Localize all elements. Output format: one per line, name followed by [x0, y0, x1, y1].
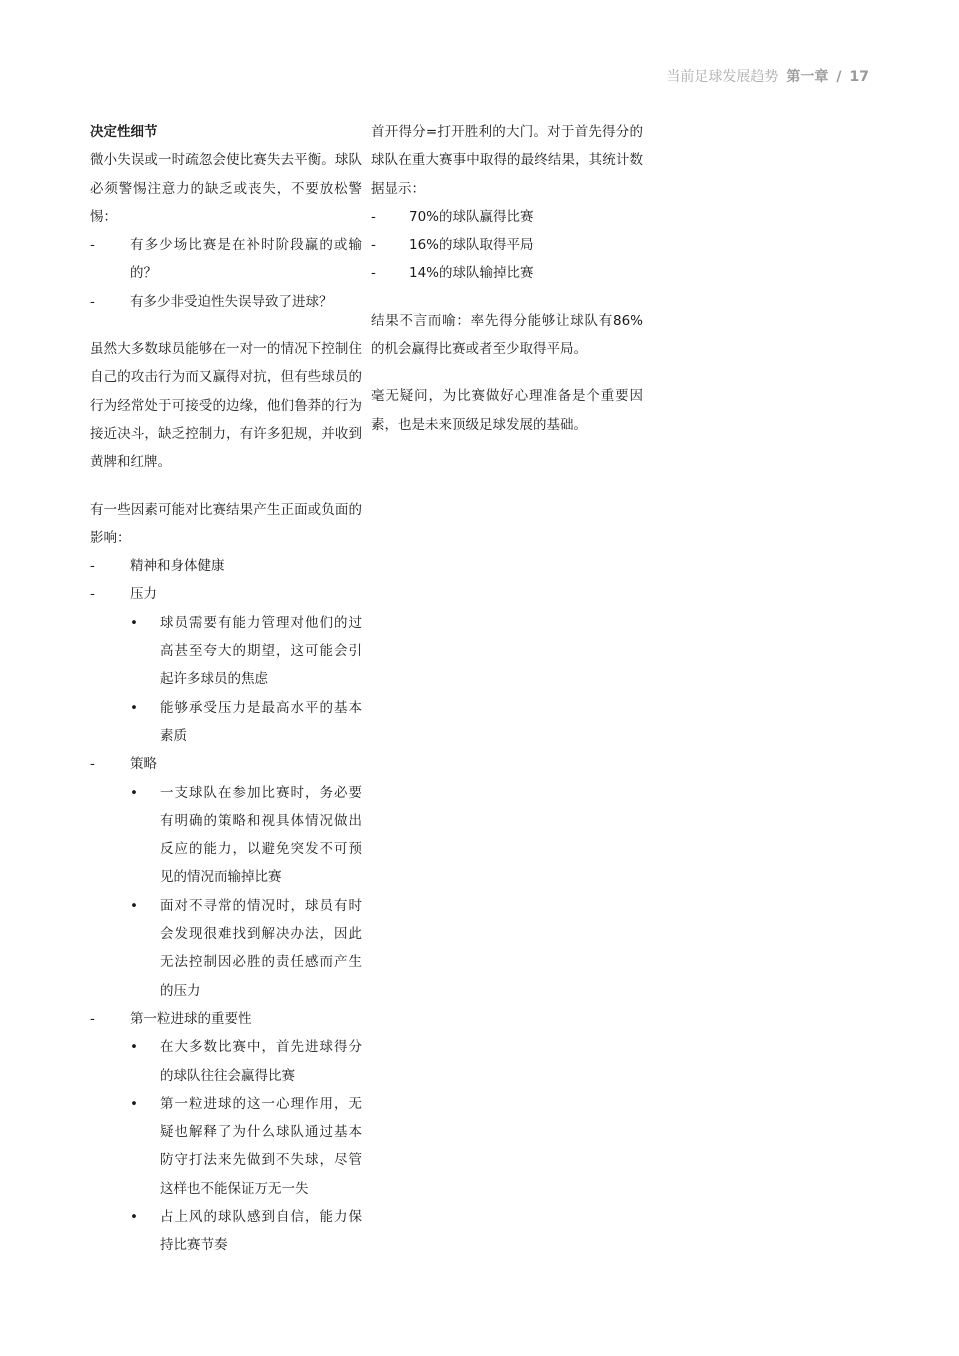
- section-heading: 决定性细节: [90, 124, 158, 140]
- sub-list-item: [90, 1090, 362, 1203]
- running-header: [666, 66, 869, 86]
- result-paragraph: 结果不言而喻：率先得分能够让球队有86%的机会赢得比赛或者至少取得平局。: [371, 312, 643, 358]
- bullet-marker: •: [130, 784, 138, 801]
- list-item: [90, 288, 362, 316]
- list-item: [90, 1005, 362, 1033]
- stat-text: 14%的球队输掉比赛: [409, 265, 534, 282]
- bullet-text: 一支球队在参加比赛时，务必要有明确的策略和视具体情况做出反应的能力，以避免突发不可预见的情况而输掉比赛: [160, 784, 362, 886]
- first-goal-paragraph: 首开得分=打开胜利的大门。对于首先得分的球队在重大赛事中取得的最终结果，其统计数据显示：: [371, 124, 643, 197]
- bullet-marker: •: [130, 614, 138, 631]
- list-item: [90, 552, 362, 580]
- sub-list-item: [90, 609, 362, 694]
- dash-marker: -: [371, 237, 376, 254]
- stat-text: 70%的球队赢得比赛: [409, 208, 534, 225]
- bullet-marker: •: [130, 1208, 138, 1225]
- sub-list-item: [90, 779, 362, 892]
- sub-list-item: [90, 892, 362, 1005]
- stat-item: [371, 259, 643, 287]
- bullet-text: 第一粒进球的这一心理作用，无疑也解释了为什么球队通过基本防守打法来先做到不失球，尽管这样也不能保证万无一失: [160, 1095, 362, 1197]
- factors-intro: 有一些因素可能对比赛结果产生正面或负面的影响：: [90, 501, 362, 546]
- header-separator: /: [836, 69, 842, 85]
- bullet-text: 占上风的球队感到自信，能力保持比赛节奏: [160, 1208, 362, 1254]
- bullet-marker: •: [130, 1095, 138, 1112]
- factor-label: 策略: [130, 756, 157, 773]
- sub-list-item: [90, 1203, 362, 1260]
- right-column: [371, 118, 643, 439]
- header-chapter: 第一章: [786, 69, 829, 85]
- stat-item: [371, 231, 643, 259]
- factor-label: 第一粒进球的重要性: [130, 1010, 252, 1027]
- dash-marker: -: [90, 1010, 95, 1027]
- bullet-text: 能够承受压力是最高水平的基本素质: [160, 699, 362, 744]
- list-item: [90, 231, 362, 288]
- list-item: [90, 580, 362, 608]
- intro-paragraph: 微小失误或一时疏忽会使比赛失去平衡。球队必须警惕注意力的缺乏或丧失，不要放松警惕：: [90, 152, 362, 225]
- dash-marker: -: [90, 558, 95, 575]
- bullet-marker: •: [130, 699, 138, 716]
- factor-label: 精神和身体健康: [130, 558, 225, 575]
- header-title: 当前足球发展趋势: [666, 69, 779, 85]
- question-text: 有多少非受迫性失误导致了进球？: [130, 293, 333, 310]
- list-item: [90, 750, 362, 778]
- dash-marker: -: [90, 586, 95, 603]
- dash-marker: -: [90, 293, 95, 310]
- bullet-text: 在大多数比赛中，首先进球得分的球队往往会赢得比赛: [160, 1039, 362, 1084]
- bullet-marker: •: [130, 1039, 138, 1056]
- bullet-text: 面对不寻常的情况时，球员有时会发现很难找到解决办法，因此无法控制因必胜的责任感而产生的压力: [160, 897, 362, 999]
- stat-item: [371, 203, 643, 231]
- behavior-paragraph: 虽然大多数球员能够在一对一的情况下控制住自己的攻击行为而又赢得对抗，但有些球员的行为经常处于可接受的边缘，他们鲁莽的行为接近决斗，缺乏控制力，有许多犯规，并收到黄牌和红牌。: [90, 341, 362, 471]
- sub-list-item: [90, 694, 362, 751]
- bullet-text: 球员需要有能力管理对他们的过高甚至夸大的期望，这可能会引起许多球员的焦虑: [160, 614, 362, 688]
- stat-text: 16%的球队取得平局: [409, 237, 534, 254]
- bullet-marker: •: [130, 897, 138, 914]
- dash-marker: -: [90, 756, 95, 773]
- question-text: 有多少场比赛是在补时阶段赢的或输的？: [130, 237, 362, 282]
- sub-list-item: [90, 1033, 362, 1090]
- conclusion-paragraph: 毫无疑问，为比赛做好心理准备是个重要因素，也是未来顶级足球发展的基础。: [371, 388, 643, 433]
- left-column: [90, 118, 362, 1260]
- page-number: 17: [849, 69, 869, 85]
- factor-label: 压力: [130, 586, 157, 603]
- dash-marker: -: [90, 237, 95, 254]
- dash-marker: -: [371, 265, 376, 282]
- dash-marker: -: [371, 208, 376, 225]
